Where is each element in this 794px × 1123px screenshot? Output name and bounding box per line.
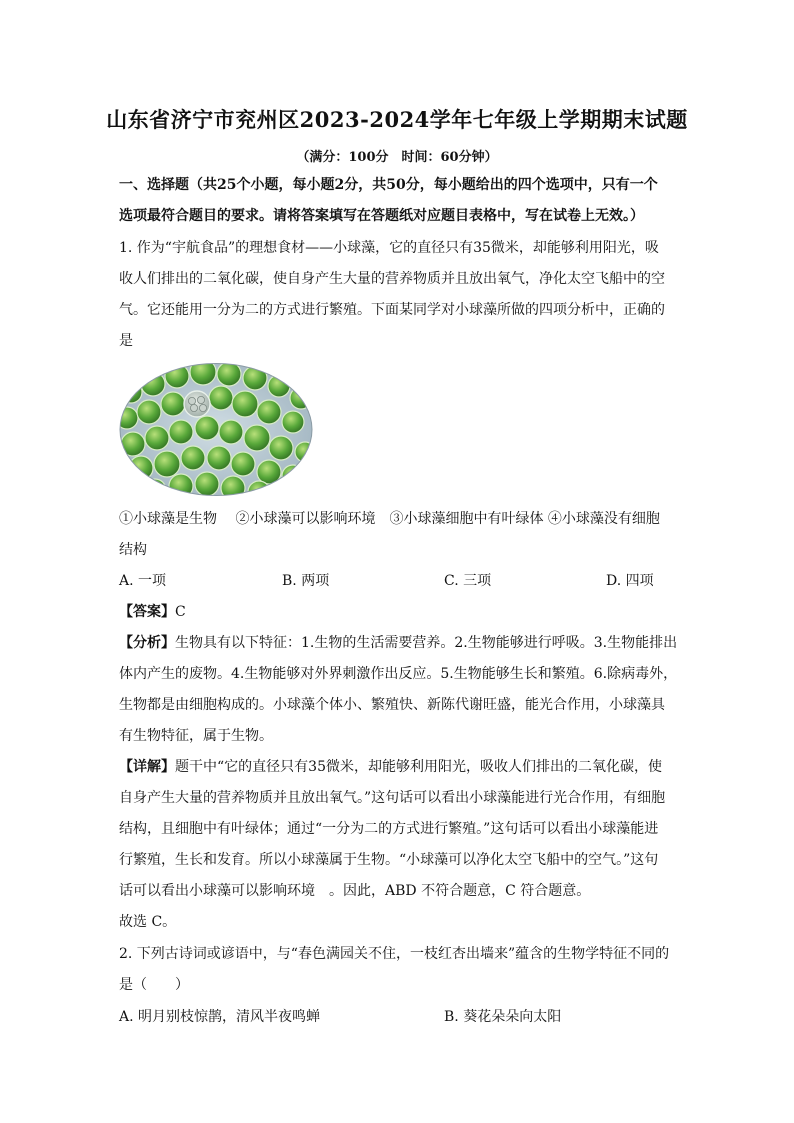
answer-value: C <box>175 604 186 620</box>
q1-detail-line-1 <box>119 757 679 777</box>
q1-detail-line-5: 话可以看出小球藻可以影响环境 。因此，ABD 不符合题意，C 符合题意。 <box>119 883 591 899</box>
q1-stem-line-2: 收人们排出的二氧化碳，使自身产生大量的营养物质并且放出氧气，净化太空飞船中的空 <box>119 271 665 287</box>
q1-statements-line-1: ①小球藻是生物 ②小球藻可以影响环境 ③小球藻细胞中有叶绿体 ④小球藻没有细胞 <box>119 511 660 527</box>
q1-option-d: D. 四项 <box>606 573 654 589</box>
q1-option-b: B. 两项 <box>282 573 330 589</box>
q1-analysis-line-3: 生物都是由细胞构成的。小球藻个体小、繁殖快、新陈代谢旺盛，能光合作用，小球藻具 <box>119 697 665 713</box>
analysis-tag: 【分析】 <box>119 635 175 651</box>
detail-tag: 【详解】 <box>119 759 175 775</box>
q1-option-c: C. 三项 <box>444 573 492 589</box>
detail-text: 题干中“它的直径只有35微米，却能够利用阳光，吸收人们排出的二氧化碳，使 <box>175 759 662 775</box>
q2-option-b: B. 葵花朵朵向太阳 <box>444 1009 562 1025</box>
section-intro-line-2: 选项最符合题目的要求。请将答案填写在答题纸对应题目表格中，写在试卷上无效。） <box>119 208 644 224</box>
q1-detail-line-6: 故选 C。 <box>119 914 177 930</box>
q1-detail-line-4: 行繁殖，生长和发育。所以小球藻属于生物。“小球藻可以净化太空飞船中的空气。”这句 <box>119 852 659 868</box>
q1-stem-line-4: 是 <box>119 333 133 349</box>
chlorella-microscope-image <box>119 362 313 497</box>
q1-answer <box>119 602 679 622</box>
exam-info: （满分：100分 时间：60分钟） <box>296 150 498 165</box>
q2-stem-line-2: 是（ ） <box>119 977 189 993</box>
q1-stem-line-3: 气。它还能用一分为二的方式进行繁殖。下面某同学对小球藻所做的四项分析中，正确的 <box>119 302 665 318</box>
analysis-text: 生物具有以下特征：1.生物的生活需要营养。2.生物能够进行呼吸。3.生物能排出 <box>175 635 678 651</box>
q2-option-a: A. 明月别枝惊鹊，清风半夜鸣蝉 <box>119 1009 321 1025</box>
answer-tag: 【答案】 <box>119 604 175 620</box>
q1-analysis-line-1 <box>119 633 679 653</box>
q1-option-a: A. 一项 <box>119 573 167 589</box>
section-intro-line-1: 一、选择题（共25个小题，每小题2分，共50分，每小题给出的四个选项中，只有一个 <box>119 177 658 193</box>
q1-detail-line-2: 自身产生大量的营养物质并且放出氧气。”这句话可以看出小球藻能进行光合作用，有细胞 <box>119 790 666 806</box>
q1-analysis-line-2: 体内产生的废物。4.生物能够对外界刺激作出反应。5.生物能够生长和繁殖。6.除病毒外， <box>119 666 678 682</box>
q1-stem-line-1: 1. 作为“宇航食品”的理想食材——小球藻，它的直径只有35微米，却能够利用阳光，吸 <box>119 240 659 256</box>
q1-statements-line-2: 结构 <box>119 542 147 558</box>
q2-stem-line-1: 2. 下列古诗词或谚语中，与“春色满园关不住，一枝红杏出墙来”蕴含的生物学特征不同的 <box>119 946 670 962</box>
q1-detail-line-3: 结构，且细胞中有叶绿体；通过“一分为二的方式进行繁殖。”这句话可以看出小球藻能进 <box>119 821 659 837</box>
page-title: 山东省济宁市兖州区2023-2024学年七年级上学期期末试题 <box>106 107 688 132</box>
q1-analysis-line-4: 有生物特征，属于生物。 <box>119 728 273 744</box>
